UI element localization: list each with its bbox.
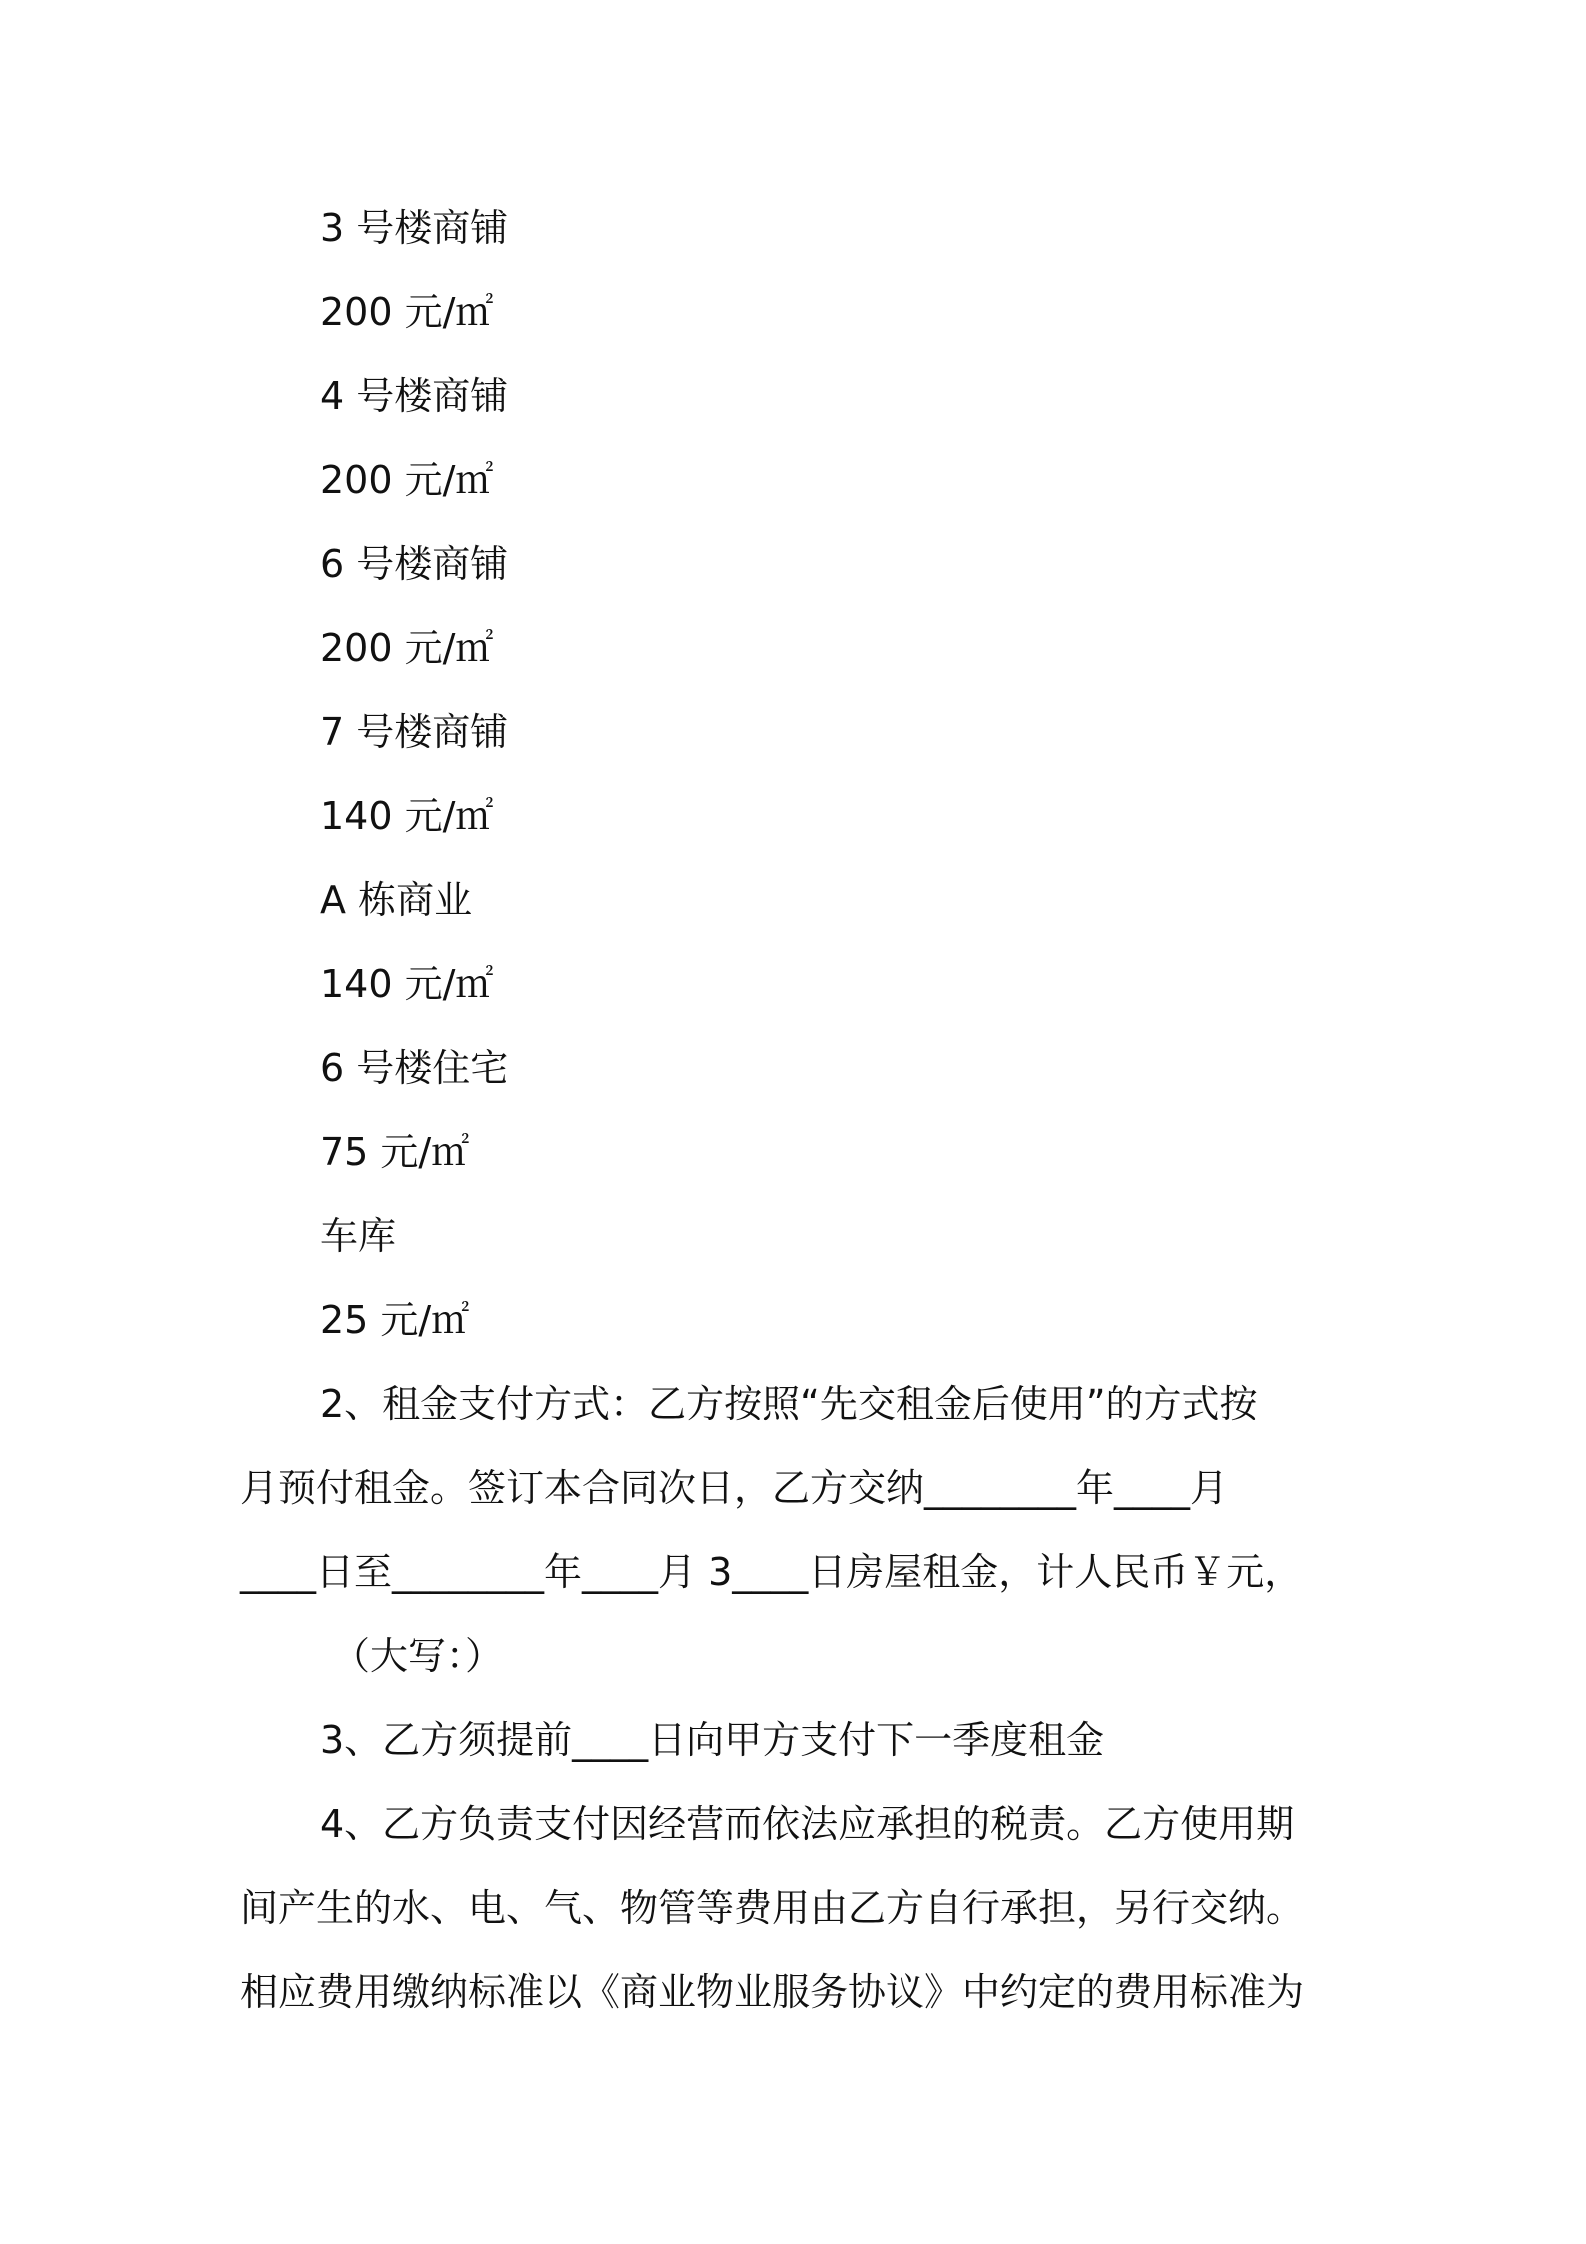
rent-item-name: 6 号楼住宅 bbox=[320, 1046, 509, 1090]
rent-item-price: 200 元/㎡ bbox=[320, 626, 494, 670]
rent-item-name: A 栋商业 bbox=[320, 878, 473, 922]
rent-item-price: 200 元/㎡ bbox=[320, 290, 494, 334]
clause-2-line-4: （大写：） bbox=[332, 1634, 504, 1678]
rent-item-name: 6 号楼商铺 bbox=[320, 542, 509, 586]
clause-2-line-2: 月预付租金。签订本合同次日，乙方交纳________年____月 bbox=[240, 1466, 1229, 1510]
rent-item-price: 140 元/㎡ bbox=[320, 794, 494, 838]
rent-item-price: 140 元/㎡ bbox=[320, 962, 494, 1006]
rent-item-price: 25 元/㎡ bbox=[320, 1298, 470, 1342]
rent-item-name: 7 号楼商铺 bbox=[320, 710, 509, 754]
rent-item-name: 3 号楼商铺 bbox=[320, 206, 509, 250]
clause-4-line-3: 相应费用缴纳标准以《商业物业服务协议》中约定的费用标准为 bbox=[240, 1970, 1305, 2014]
clause-4-line-1: 4、乙方负责支付因经营而依法应承担的税责。乙方使用期 bbox=[320, 1802, 1295, 1846]
clause-2-line-1: 2、租金支付方式：乙方按照“先交租金后使用”的方式按 bbox=[320, 1382, 1258, 1426]
clause-3: 3、乙方须提前____日向甲方支付下一季度租金 bbox=[320, 1718, 1105, 1762]
rent-item-price: 200 元/㎡ bbox=[320, 458, 494, 502]
rent-item-name: 车库 bbox=[320, 1214, 397, 1258]
clause-4-line-2: 间产生的水、电、气、物管等费用由乙方自行承担，另行交纳。 bbox=[240, 1886, 1305, 1930]
rent-item-name: 4 号楼商铺 bbox=[320, 374, 509, 418]
rent-item-price: 75 元/㎡ bbox=[320, 1130, 470, 1174]
clause-2-line-3: ____日至________年____月 3____日房屋租金，计人民币￥元， bbox=[240, 1550, 1303, 1594]
